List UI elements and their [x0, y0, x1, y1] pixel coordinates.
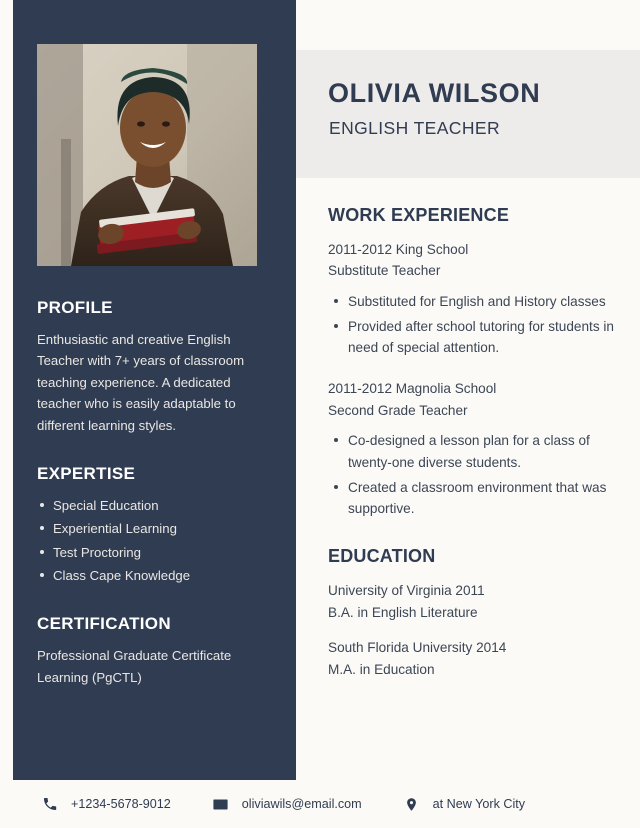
- list-item: Created a classroom environment that was supportive.: [328, 477, 624, 521]
- section-work-experience: [328, 205, 624, 520]
- expertise-title: EXPERTISE: [37, 463, 136, 483]
- work-entry: [328, 378, 624, 520]
- page-title: OLIVIA WILSON: [328, 78, 541, 108]
- profile-title: PROFILE: [37, 298, 113, 317]
- certification-title: CERTIFICATION: [37, 614, 171, 634]
- work-experience-title: WORK EXPERIENCE: [328, 205, 510, 225]
- list-item: Provided after school tutoring for students in need of special attention.: [328, 316, 624, 360]
- location-text: at New York City: [432, 797, 526, 811]
- education-entry: [328, 580, 624, 623]
- expertise-list: [37, 495, 277, 587]
- section-certification: [37, 614, 277, 688]
- phone-icon: [40, 794, 60, 814]
- work-entry: [328, 239, 624, 359]
- list-item: Co-designed a lesson plan for a class of twenty-one diverse students.: [328, 430, 624, 474]
- work-bullets: [328, 430, 624, 520]
- work-position: Second Grade Teacher: [328, 402, 468, 418]
- portrait-photo: [37, 44, 257, 266]
- contact-phone[interactable]: [40, 794, 171, 814]
- contact-footer: [0, 780, 640, 828]
- section-expertise: [37, 464, 277, 587]
- work-bullets: [328, 291, 624, 359]
- map-pin-icon: [402, 794, 422, 814]
- contact-email[interactable]: [211, 794, 362, 814]
- section-profile: [37, 298, 277, 436]
- list-item: Special Education: [37, 495, 277, 516]
- name-band: [296, 50, 640, 178]
- education-degree: M.A. in Education: [328, 661, 435, 677]
- portrait-photo-image: [37, 44, 257, 266]
- list-item: Test Proctoring: [37, 542, 277, 563]
- work-position: Substitute Teacher: [328, 263, 441, 279]
- education-school: University of Virginia 2011: [328, 583, 485, 599]
- envelope-icon: [211, 794, 231, 814]
- education-entry: [328, 637, 624, 680]
- section-education: [328, 546, 624, 680]
- email-text: oliviawils@email.com: [241, 797, 362, 811]
- education-title: EDUCATION: [328, 546, 436, 567]
- right-sections: [328, 205, 624, 694]
- left-sidebar: [13, 0, 296, 780]
- phone-text: +1234-5678-9012: [71, 797, 171, 811]
- profile-text: Enthusiastic and creative English Teacher with 7+ years of classroom teaching experience. A dedicated teacher who is easily adaptable to different learning styles.: [37, 332, 245, 433]
- education-school: South Florida University 2014: [328, 640, 507, 656]
- work-dates-company: 2011-2012 Magnolia School: [328, 381, 497, 397]
- left-sections: [37, 298, 277, 688]
- job-title: ENGLISH TEACHER: [329, 118, 500, 138]
- contact-location[interactable]: [402, 794, 525, 814]
- list-item: Class Cape Knowledge: [37, 565, 277, 586]
- education-degree: B.A. in English Literature: [328, 604, 478, 620]
- certification-text: Professional Graduate Certificate Learning (PgCTL): [37, 648, 232, 685]
- list-item: Substituted for English and History classes: [328, 291, 624, 313]
- list-item: Experiential Learning: [37, 518, 277, 539]
- work-dates-company: 2011-2012 King School: [328, 242, 469, 257]
